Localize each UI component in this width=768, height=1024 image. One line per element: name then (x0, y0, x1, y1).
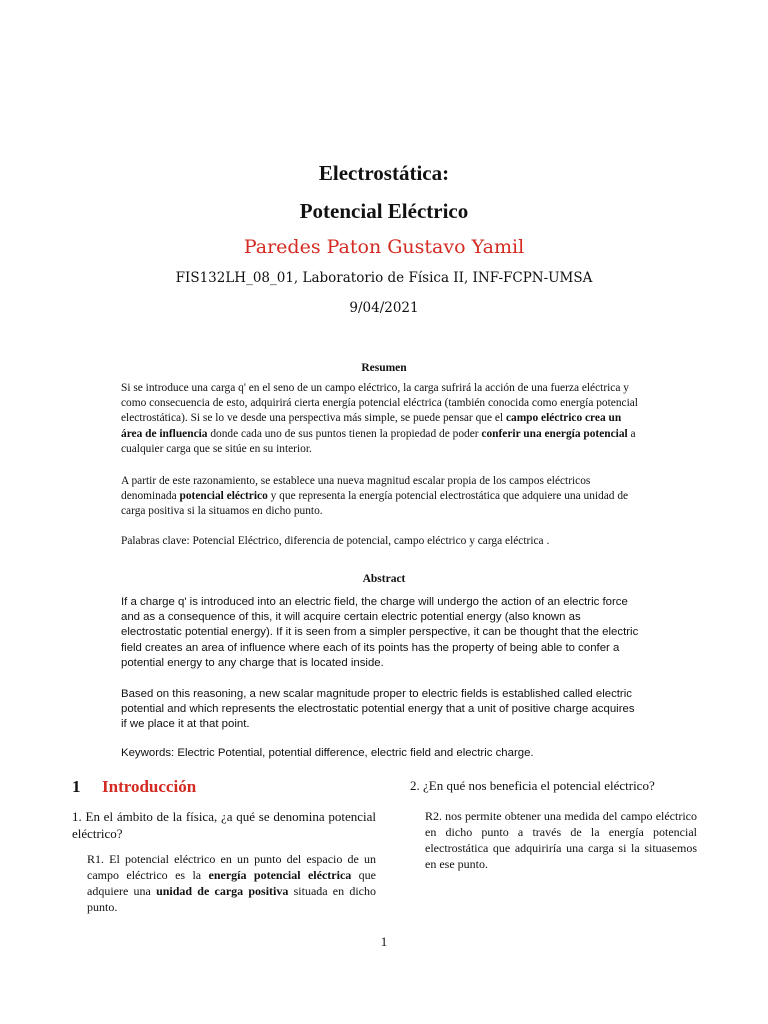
abstract-keywords: Keywords: Electric Potential, potential difference, electric field and electric charge. (121, 747, 534, 759)
text-run: Si se introduce una carga q' en el seno de un campo eléctrico, la carga sufrirá la acción de una fuerza eléctrica y como consecuencia de esto, adquirirá cierta energía potencial eléctrica (también conocida como energía potencial electrostática). Si se lo ve desde una perspectiva más simple, se puede pensar que el (121, 382, 638, 425)
resumen-keywords: Palabras clave: Potencial Eléctrico, diferencia de potencial, campo eléctrico y carga eléctrica . (121, 535, 550, 547)
title-line-2: Potencial Eléctrico (299, 199, 469, 223)
section-heading-introduccion (72, 777, 196, 797)
resumen-paragraph-2 (121, 474, 641, 520)
emphasized-text: potencial eléctrico (179, 490, 268, 503)
answer-2: R2. nos permite obtener una medida del campo eléctrico en dicho punto a través de la energía potencial electrostática que adquiriría una carga si la situasemos en ese punto. (425, 809, 697, 871)
abstract-paragraph-1: If a charge q' is introduced into an electric field, the charge will undergo the action of an electric force and as a consequence of this, it will acquire certain electric potential energy (also known as electrostatic potential energy). If it is seen from a simpler perspective, it can be thought that the electric field creates an area of influence where each of its points has the property of being able to confer a potential energy to any charge that is located inside. (121, 596, 639, 669)
text-run: donde cada uno de sus puntos tienen la propiedad de poder (207, 427, 482, 440)
abstract-paragraph-2: Based on this reasoning, a new scalar magnitude proper to electric fields is established called electric potential and which represents the electrostatic potential energy that a unit of positive charge acquires if we place it at that point. (121, 688, 635, 731)
emphasized-text: unidad de carga positiva (156, 884, 289, 898)
section-title: Introducción (102, 777, 197, 796)
resumen-heading: Resumen (361, 362, 407, 374)
author-name: Paredes Paton Gustavo Yamil (243, 236, 525, 258)
emphasized-text: conferir una energía potencial (481, 427, 628, 440)
section-number: 1 (72, 777, 81, 796)
text-run: y que representa la energía potencial electrostática que adquiere una unidad de carga positiva si la situamos en dicho punto. (121, 490, 629, 518)
date: 9/04/2021 (349, 300, 419, 316)
resumen-paragraph-1 (121, 381, 641, 457)
emphasized-text: energía potencial eléctrica (208, 868, 352, 882)
question-2: 2. ¿En qué nos beneficia el potencial eléctrico? (410, 778, 655, 793)
text-run: R1. El potencial eléctrico en un punto del espacio de un campo eléctrico es la (87, 852, 376, 882)
question-1: 1. En el ámbito de la física, ¿a qué se denomina potencial eléctrico? (72, 809, 376, 841)
emphasized-text: campo eléctrico crea un área de influencia (121, 412, 622, 440)
page-number: 1 (380, 934, 388, 949)
text-run: situada en dicho punto. (87, 884, 376, 914)
text-run: a cualquier carga que se sitúe en su interior. (121, 427, 636, 455)
text-run: A partir de este razonamiento, se establece una nueva magnitud escalar propia de los campos eléctricos denominada (121, 475, 591, 503)
text-run: que adquiere una (87, 868, 377, 898)
answer-1 (87, 851, 376, 915)
abstract-heading: Abstract (362, 573, 406, 585)
affiliation: FIS132LH_08_01, Laboratorio de Física II, INF-FCPN-UMSA (175, 270, 593, 286)
title-line-1: Electrostática: (318, 161, 450, 185)
